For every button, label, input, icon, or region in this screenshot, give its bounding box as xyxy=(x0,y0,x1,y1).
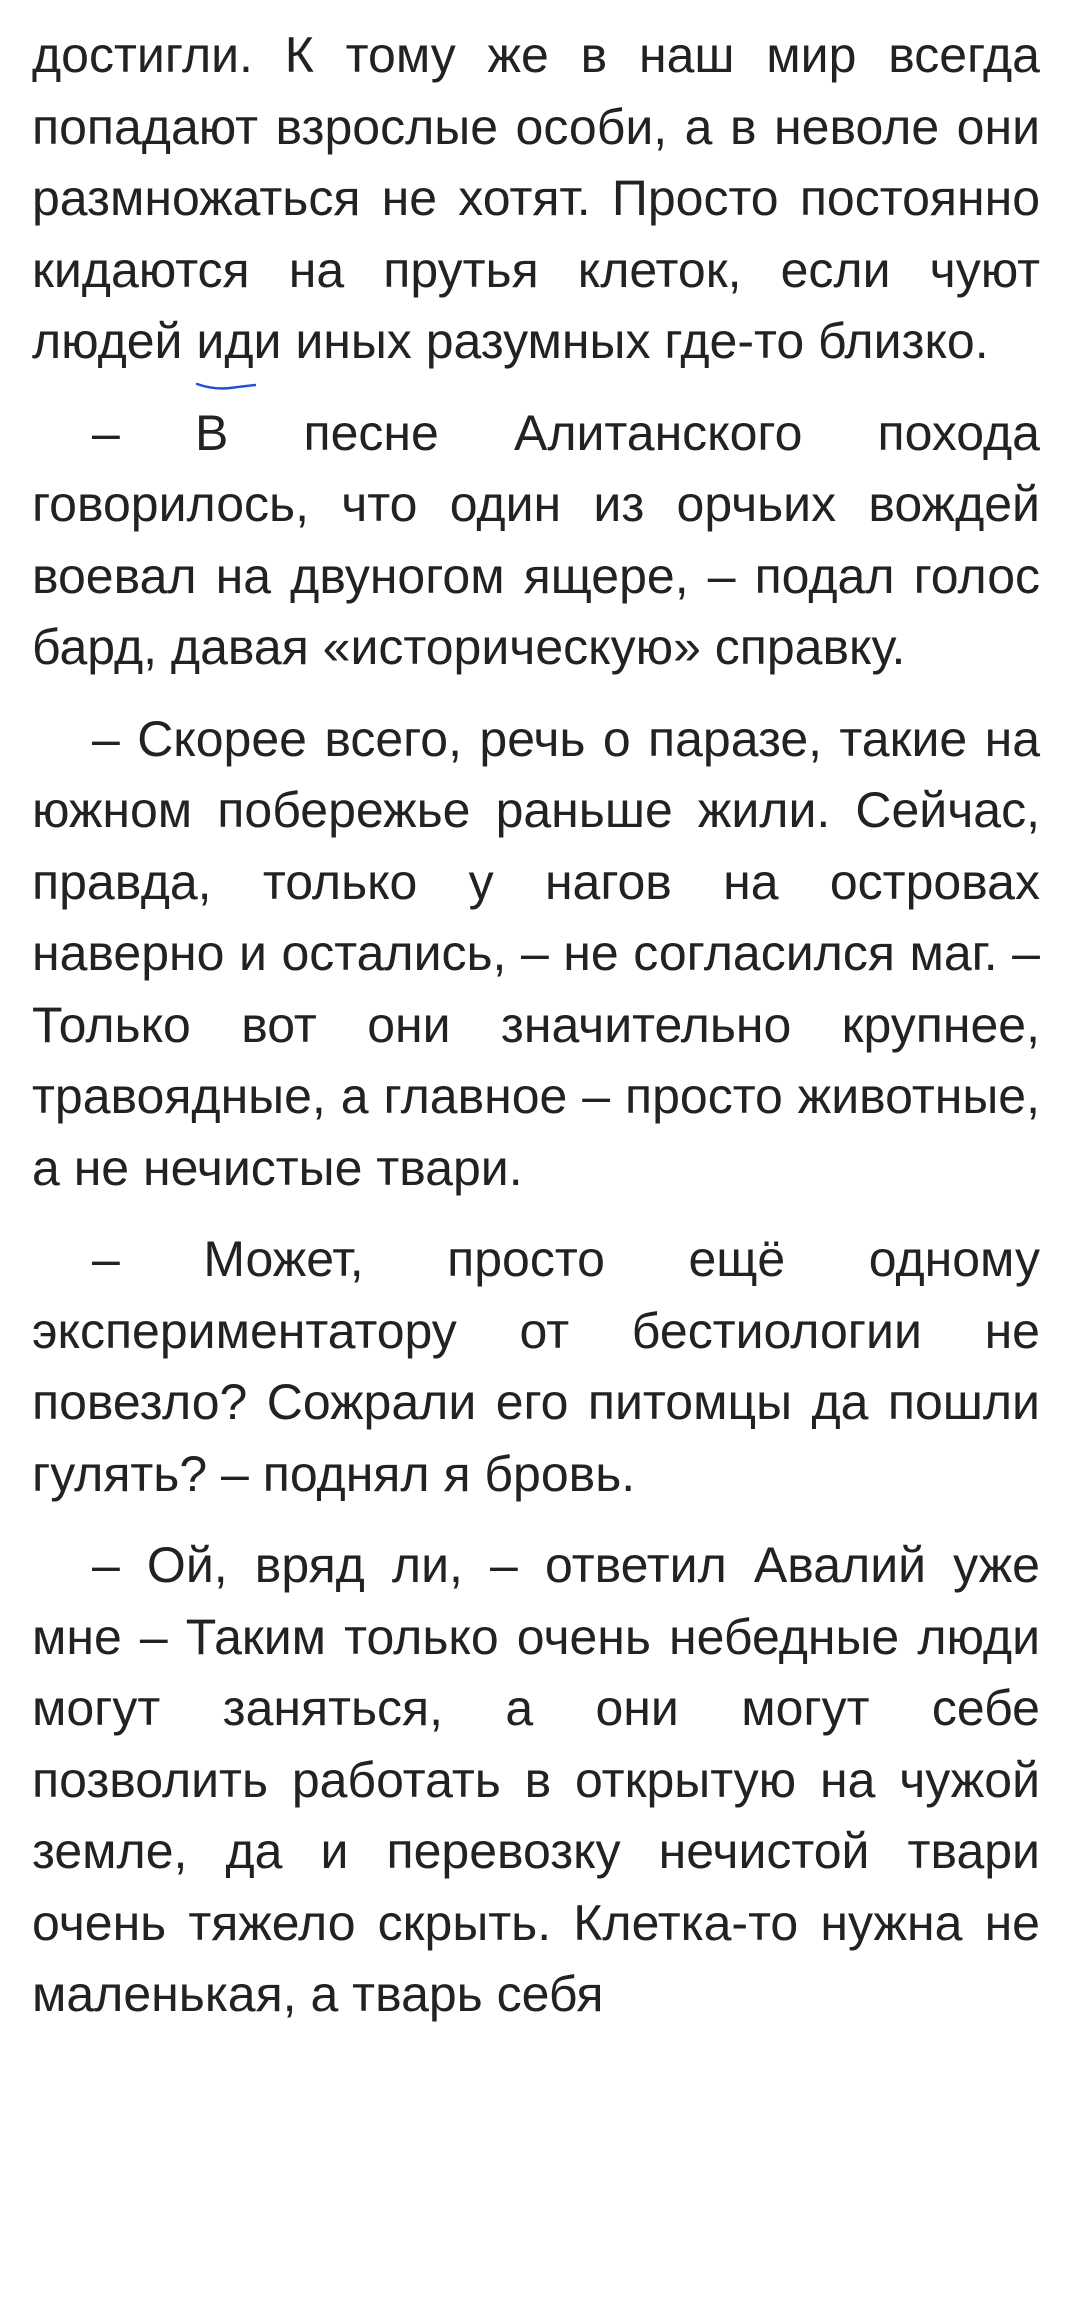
paragraph-1-text-before: достигли. К тому же в наш мир всегда попадают взрослые особи, а в неволе они размножаться не хотят. Просто постоянно кидаются на прутья клеток, если чуют людей xyxy=(32,27,1040,369)
paragraph-1-text-after: иных разумных где-то близко. xyxy=(281,313,989,369)
flagged-word-text: иди xyxy=(196,313,282,369)
paragraph-1 xyxy=(32,20,1040,378)
spellcheck-underline-icon xyxy=(196,380,256,392)
paragraph-5: – Ой, вряд ли, – ответил Авалий уже мне – Таким только очень небедные люди могут заняться, а они могут себе позволить работать в открытую на чужой земле, да и перевозку нечистой твари очень тяжело скрыть. Клетка-то нужна не маленькая, а тварь себя xyxy=(32,1537,1040,2022)
spellcheck-flagged-word[interactable] xyxy=(196,306,281,378)
paragraph-4: – Может, просто ещё одному экспериментатору от бестиологии не повезло? Сожрали его питомцы да пошли гулять? – поднял я бровь. xyxy=(32,1231,1040,1502)
reader-text-area[interactable] xyxy=(32,0,1040,2051)
paragraph-2: – В песне Алитанского похода говорилось, что один из орчьих вождей воевал на двуногом ящере, – подал голос бард, давая «историческую» справку. xyxy=(32,404,1040,675)
paragraph-3: – Скорее всего, речь о паразе, такие на южном побережье раньше жили. Сейчас, правда, только у нагов на островах наверно и остались, – не согласился маг. – Только вот они значительно крупнее, травоядные, а главное – просто животные, а не нечистые твари. xyxy=(32,710,1040,1196)
